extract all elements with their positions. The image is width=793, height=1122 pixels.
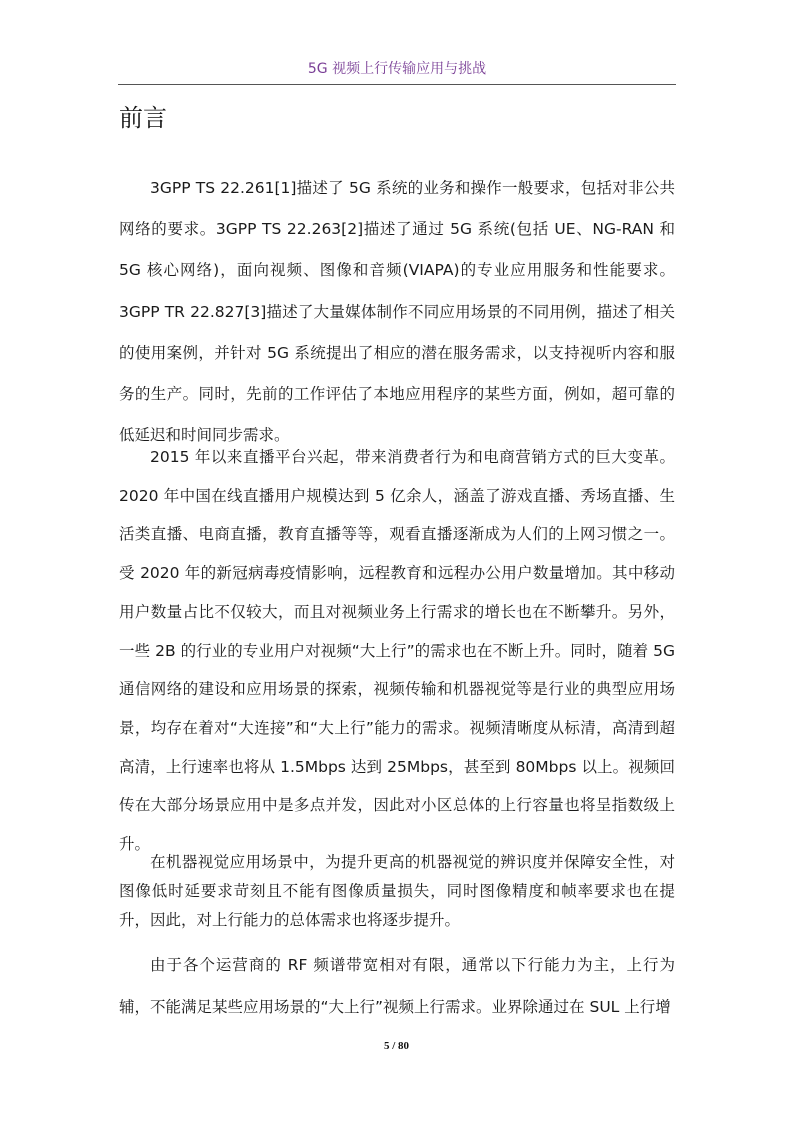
- page-header: [118, 58, 676, 85]
- section-title: 前言: [119, 104, 167, 132]
- paragraph-live-streaming: 2015 年以来直播平台兴起，带来消费者行为和电商营销方式的巨大变革。2020 年中国在线直播用户规模达到 5 亿余人，涵盖了游戏直播、秀场直播、生活类直播、电商直播，教育直播等等，观看直播逐渐成为人们的上网习惯之一。受 2020 年的新冠病毒疫情影响，远程教育和远程办公用户数量增加。其中移动用户数量占比不仅较大，而且对视频业务上行需求的增长也在不断攀升。另外，一些 2B 的行业的专业用户对视频“大上行”的需求也在不断上升。同时，随着 5G 通信网络的建设和应用场景的探索，视频传输和机器视觉等是行业的典型应用场景，均存在着对“大连接”和“大上行”能力的需求。视频清晰度从标清，高清到超高清，上行速率也将从 1.5Mbps 达到 25Mbps，甚至到 80Mbps 以上。视频回传在大部分场景应用中是多点并发，因此对小区总体的上行容量也将呈指数级上升。: [119, 448, 675, 854]
- page-number: 5 / 80: [383, 1040, 410, 1052]
- paragraph-rf-spectrum: 由于各个运营商的 RF 频谱带宽相对有限，通常以下行能力为主，上行为辅，不能满足某些应用场景的“大上行”视频上行需求。业界除通过在 SUL 上行增: [119, 956, 675, 1016]
- document-title: 5G 视频上行传输应用与挑战: [307, 61, 487, 77]
- paragraph-machine-vision: 在机器视觉应用场景中，为提升更高的机器视觉的辨识度并保障安全性，对图像低时延要求苛刻且不能有图像质量损失，同时图像精度和帧率要求也在提升，因此，对上行能力的总体需求也将逐步提升。: [119, 853, 675, 929]
- paragraph-3gpp-specs: 3GPP TS 22.261[1]描述了 5G 系统的业务和操作一般要求，包括对非公共网络的要求。3GPP TS 22.263[2]描述了通过 5G 系统(包括 UE、NG-RAN 和 5G 核心网络)，面向视频、图像和音频(VIAPA)的专业应用服务和性能要求。3GPP TR 22.827[3]描述了大量媒体制作不同应用场景的不同用例，描述了相关的使用案例，并针对 5G 系统提出了相应的潜在服务需求，以支持视听内容和服务的生产。同时，先前的工作评估了本地应用程序的某些方面，例如，超可靠的低延迟和时间同步需求。: [119, 179, 675, 445]
